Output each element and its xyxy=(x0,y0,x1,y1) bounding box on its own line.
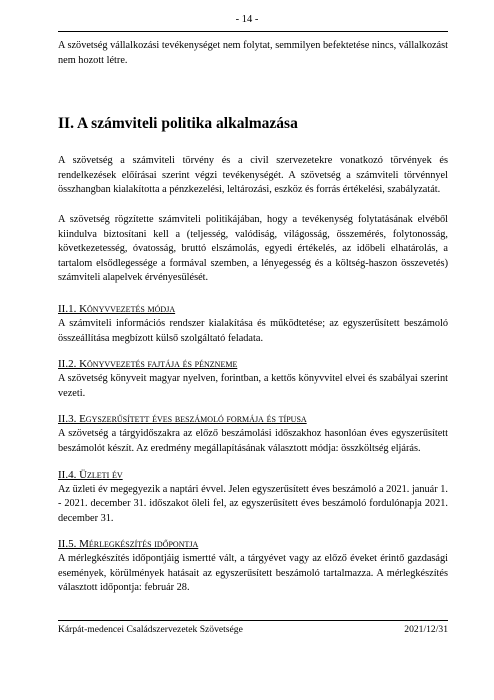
subsection-heading: II.4. Üzleti év xyxy=(58,468,123,481)
subsection-body: A szövetség könyveit magyar nyelven, forintban, a kettős könyvvitel elvei és szabályai szerint vezeti. xyxy=(58,373,448,399)
footer-date: 2021/12/31 xyxy=(404,624,448,635)
subsection-body: Az üzleti év megegyezik a naptári évvel. Jelen egyszerűsített éves beszámoló a 2021. január 1. - 2021. december 31. időszakot öleli fel, az egyszerűsített éves beszámoló fordulónapja 2021. december 31. xyxy=(58,483,448,524)
section-paragraph: A szövetség rögzítette számviteli politikájában, hogy a tevékenység folytatásának elvéből kiindulva biztosítani kell a (teljesség, valódiság, világosság, összemérés, folytonosság, következetesség, óvatosság, bruttó elszámolás, egyedi értékelés, az időbeli elhatárolás, a tartalom elsődlegessége a formával szemben, a lényegesség és a költség-haszon összevetés) számviteli alapelvek érvényesülését. xyxy=(58,213,448,284)
section-paragraph: A szövetség a számviteli törvény és a civil szervezetekre vonatkozó törvények és rendelkezések előírásai szerint végzi tevékenységét. A szövetség a számviteli törvénnyel összhangban kialakította a pénzkezelési, leltározási, eszköz és forrás értékelési, szabályzatát. xyxy=(58,155,448,196)
section-title: II. A számviteli politika alkalmazása xyxy=(58,115,298,133)
header-rule xyxy=(58,31,448,32)
page-number: - 14 - xyxy=(235,14,259,25)
subsection-body: A szövetség a tárgyidőszakra az előző beszámolási időszakhoz hasonlóan éves egyszerűsített beszámolót készít. Az eredmény megállapításának választott módja: összköltség eljárás. xyxy=(58,428,448,454)
intro-paragraph: A szövetség vállalkozási tevékenységet nem folytat, semmilyen befektetése nincs, vállalkozást nem hozott létre. xyxy=(58,40,448,66)
subsection-heading: II.1. Könyvvezetés módja xyxy=(58,302,176,315)
footer-organization: Kárpát-medencei Családszervezetek Szövetsége xyxy=(58,624,243,635)
subsection-heading: II.2. Könyvvezetés fajtája és pénzneme xyxy=(58,358,238,371)
subsection-body: A mérlegkészítés időpontjáig ismertté vált, a tárgyévet vagy az előző éveket érintő gazdasági események, körülmények hatásait az egyszerűsített beszámoló tartalmazza. A mérlegkészítés választott időpontja: február 28. xyxy=(58,553,448,594)
footer xyxy=(58,624,448,635)
subsection-heading: II.5. Mérlegkészítés időpontja xyxy=(58,538,199,551)
footer-rule xyxy=(58,620,448,621)
subsection-heading: II.3. Egyszerűsített éves beszámoló formája és típusa xyxy=(58,413,307,426)
page-content xyxy=(58,39,448,607)
subsection-body: A számviteli információs rendszer kialakítása és működtetése; az egyszerűsített beszámoló összeállítása megbízott külső szolgáltató feladata. xyxy=(58,317,448,344)
